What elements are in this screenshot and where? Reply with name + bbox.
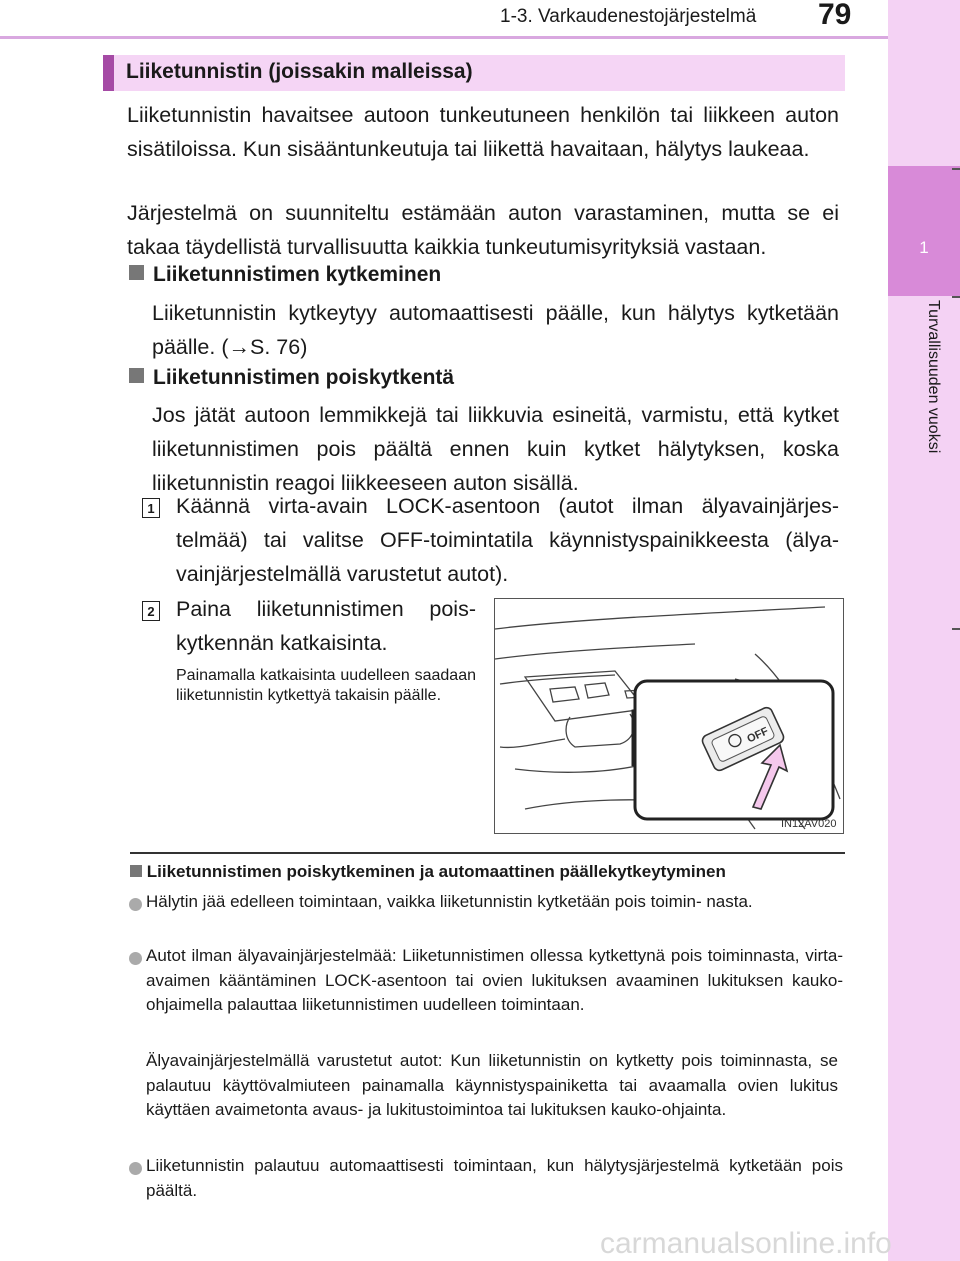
- overhead-console-drawing: [495, 599, 844, 834]
- watermark: carmanualsonline.info: [600, 1227, 892, 1260]
- intro-paragraph-2: Järjestelmä on suunniteltu estämään auton varastaminen, mutta se ei takaa täydellistä turvallisuutta kaikkia tunkeutumisyrityksiä vastaan.: [127, 201, 839, 259]
- note-item-extra: Älyavainjärjestelmällä varustetut autot: Kun liiketunnistin on kytketty pois toiminnasta, se palautuu käyttövalmiuteen painamalla käynnistyspainiketta tai avaamalla ovien lukitus käyttäen avaimetonta avaus- ja lukitustoimintoa tai lukituksen kauko-ohjainta.: [146, 1051, 838, 1119]
- subsection-text: Jos jätät autoon lemmikkejä tai liikkuvia esineitä, varmistu, että kytket liiketunnistimen pois päältä ennen kuin kytket hälytyksen, koska liiketunnistin reagoi liikkeeseen auton sisällä.: [152, 403, 839, 495]
- subsection-title: Liiketunnistimen kytkeminen: [153, 263, 442, 286]
- figure-code: IN12AV020: [781, 818, 837, 830]
- square-bullet-icon: [130, 865, 142, 877]
- note-item: Liiketunnistin palautuu automaattisesti toimintaan, kun hälytysjärjestelmä kytketään pois päältä.: [146, 1156, 843, 1200]
- bullet-dot-icon: [129, 898, 142, 911]
- bullet-dot-icon: [129, 952, 142, 965]
- subsection-heading: [129, 263, 441, 287]
- subsection-heading: [129, 366, 454, 390]
- page-number: 79: [818, 0, 852, 31]
- square-bullet-icon: [129, 265, 144, 280]
- illustration-overhead-console: [494, 598, 844, 834]
- step-text: Käännä virta-avain LOCK-asentoon (autot ilman älyavainjärjes- telmää) tai valitse OFF-toimintatila käynnistyspainikkeesta (älya- vainjärjestelmällä varustetut autot).: [176, 494, 839, 586]
- subsection-title: Liiketunnistimen poiskytkentä: [153, 366, 455, 389]
- subsection-text: Liiketunnistin kytkeytyy automaattisesti päälle, kun hälytys kytketään päälle. (→S. 76): [152, 301, 839, 359]
- section-title: Liiketunnistin (joissakin malleissa): [103, 55, 845, 91]
- step-number-badge: 2: [142, 601, 160, 621]
- step-note: Painamalla katkaisinta uudelleen saadaan liiketunnistin kytkettyä takaisin päälle.: [176, 667, 476, 704]
- side-tab-chapter-label: Turvallisuuden vuoksi: [925, 300, 942, 454]
- notes-heading: [130, 862, 850, 882]
- square-bullet-icon: [129, 368, 144, 383]
- note-item: Autot ilman älyavainjärjestelmää: Liiketunnistimen ollessa kytkettynä pois toiminnasta, virta-avaimen kääntäminen LOCK-asentoon tai ovien lukituksen avaaminen lukituksen kauko-ohjaimella palauttaa liiketunnistimen uudelleen toimintaan.: [146, 946, 843, 1014]
- notes-title: Liiketunnistimen poiskytkeminen ja automaattinen päällekytkeytyminen: [146, 862, 726, 881]
- step-text: Paina liiketunnistimen pois- kytkennän katkaisinta.: [176, 597, 476, 655]
- intro-paragraph: Liiketunnistin havaitsee autoon tunkeutuneen henkilön tai liikkeen auton sisätiloissa. Kun sisääntunkeutuja tai liikettä havaitaan, hälytys laukeaa.: [127, 103, 839, 161]
- step-number-badge: 1: [142, 498, 160, 518]
- side-tab-chapter-number: 1: [888, 166, 960, 296]
- header-rule: [0, 36, 888, 39]
- side-tick: [952, 296, 960, 298]
- side-tick: [952, 168, 960, 170]
- side-tick: [952, 628, 960, 630]
- note-item: Hälytin jää edelleen toimintaan, vaikka liiketunnistin kytketään pois toimin- nasta.: [146, 892, 753, 911]
- chapter-title: 1-3. Varkaudenestojärjestelmä: [500, 6, 757, 27]
- section-separator: [130, 852, 845, 854]
- bullet-dot-icon: [129, 1162, 142, 1175]
- off-switch-label: OFF: [745, 725, 771, 746]
